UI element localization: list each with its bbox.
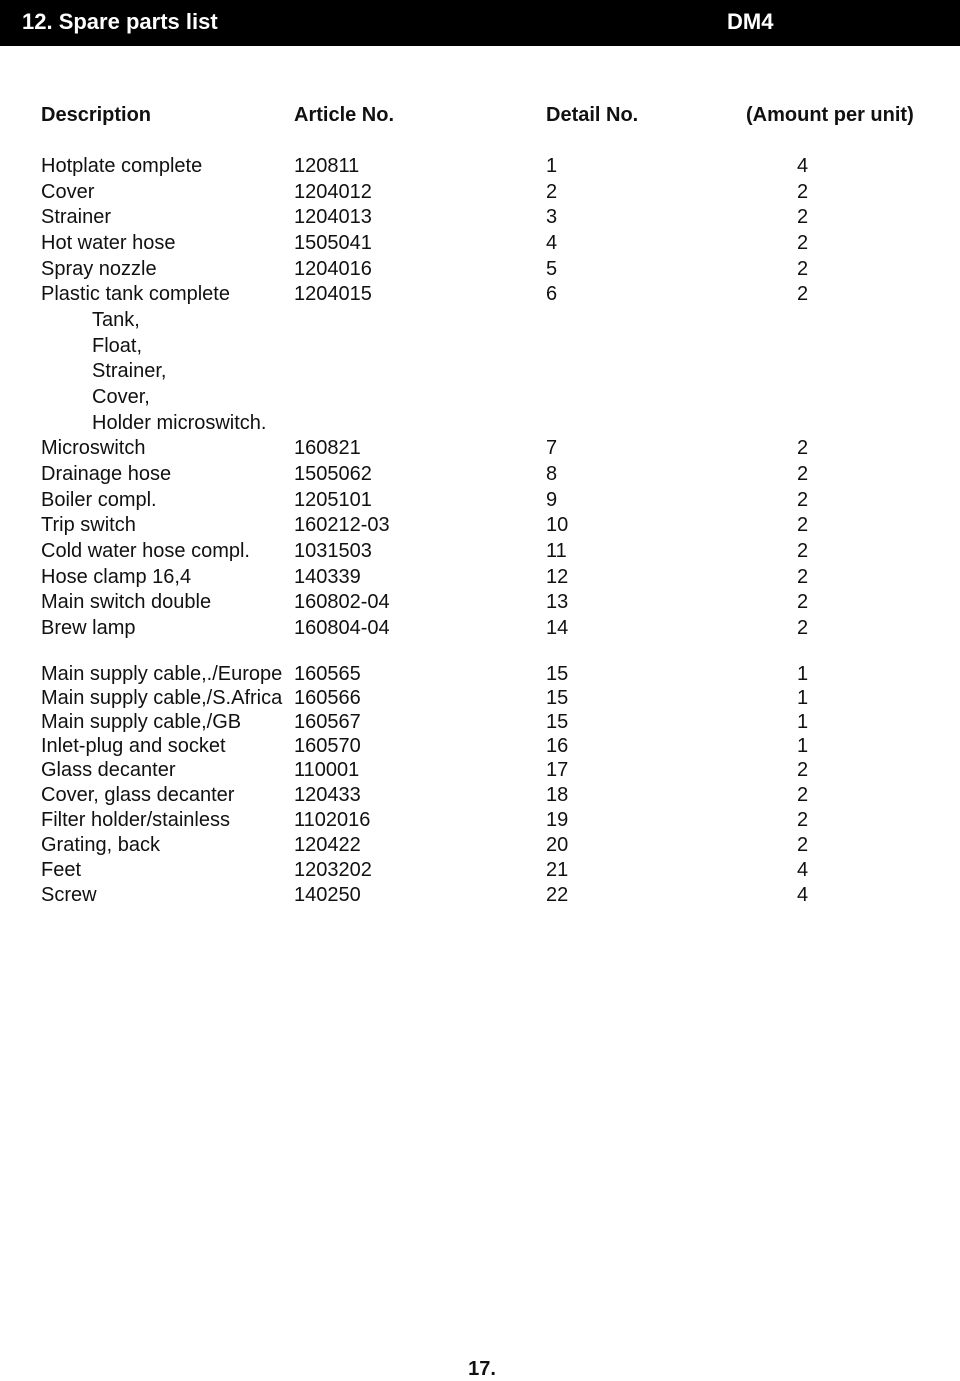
- part-description: Tank,: [92, 309, 140, 331]
- column-header-detail: Detail No.: [546, 104, 639, 126]
- part-article-number: 1205101: [294, 489, 372, 511]
- table-row: [0, 663, 960, 687]
- part-description: Spray nozzle: [41, 258, 157, 280]
- part-amount: 2: [797, 617, 809, 639]
- part-article-number: 120422: [294, 834, 361, 856]
- part-article-number: 1204012: [294, 181, 372, 203]
- part-amount: 1: [797, 711, 809, 733]
- part-detail-number: 11: [546, 540, 567, 562]
- table-row: [0, 463, 960, 487]
- table-row: [0, 859, 960, 883]
- part-amount: 2: [797, 514, 809, 536]
- table-row: [0, 884, 960, 908]
- table-row: [0, 258, 960, 282]
- part-detail-number: 1: [546, 155, 558, 177]
- table-row: [0, 591, 960, 615]
- column-header-article: Article No.: [294, 104, 395, 126]
- part-amount: 2: [797, 784, 809, 806]
- part-amount: 2: [797, 591, 809, 613]
- part-description: Trip switch: [41, 514, 136, 536]
- part-description: Cover, glass decanter: [41, 784, 235, 806]
- part-article-number: 160566: [294, 687, 361, 709]
- part-description: Feet: [41, 859, 82, 881]
- part-description: Float,: [92, 335, 143, 357]
- part-article-number: 160565: [294, 663, 361, 685]
- table-row: [0, 687, 960, 711]
- part-article-number: 1505041: [294, 232, 372, 254]
- table-row: [0, 809, 960, 833]
- column-header-description: Description: [41, 104, 152, 126]
- page-title: 12. Spare parts list: [22, 9, 218, 34]
- sub-list-item: [0, 412, 960, 436]
- part-detail-number: 12: [546, 566, 569, 588]
- part-article-number: 1204013: [294, 206, 372, 228]
- part-amount: 2: [797, 283, 809, 305]
- table-row: [0, 489, 960, 513]
- part-article-number: 1031503: [294, 540, 372, 562]
- part-amount: 2: [797, 206, 809, 228]
- part-amount: 4: [797, 155, 809, 177]
- part-detail-number: 15: [546, 663, 569, 685]
- part-article-number: 140339: [294, 566, 361, 588]
- part-description: Hotplate complete: [41, 155, 203, 177]
- part-description: Filter holder/stainless: [41, 809, 230, 831]
- part-amount: 2: [797, 834, 809, 856]
- part-description: Holder microswitch.: [92, 412, 267, 434]
- part-description: Inlet-plug and socket: [41, 735, 226, 757]
- part-detail-number: 3: [546, 206, 558, 228]
- part-amount: 4: [797, 884, 809, 906]
- table-row: [0, 784, 960, 808]
- part-description: Boiler compl.: [41, 489, 157, 511]
- part-article-number: 1204016: [294, 258, 372, 280]
- part-amount: 2: [797, 437, 809, 459]
- part-detail-number: 17: [546, 759, 569, 781]
- part-description: Hot water hose: [41, 232, 176, 254]
- part-description: Strainer: [41, 206, 112, 228]
- part-description: Main supply cable,./Europe: [41, 663, 283, 685]
- model-label: DM4: [727, 9, 774, 34]
- table-row: [0, 834, 960, 858]
- part-article-number: 120811: [294, 155, 360, 177]
- part-article-number: 160212-03: [294, 514, 390, 536]
- part-description: Microswitch: [41, 437, 146, 459]
- part-amount: 2: [797, 540, 809, 562]
- part-detail-number: 13: [546, 591, 569, 613]
- part-description: Main supply cable,/S.Africa: [41, 687, 283, 709]
- part-article-number: 160821: [294, 437, 361, 459]
- part-article-number: 140250: [294, 884, 361, 906]
- part-detail-number: 14: [546, 617, 569, 639]
- part-amount: 2: [797, 258, 809, 280]
- column-header-amount: (Amount per unit): [746, 104, 914, 126]
- column-headers: [0, 104, 960, 130]
- part-description: Cover,: [92, 386, 150, 408]
- table-row: [0, 181, 960, 205]
- part-article-number: 160570: [294, 735, 361, 757]
- part-description: Main supply cable,/GB: [41, 711, 242, 733]
- part-amount: 1: [797, 663, 809, 685]
- part-detail-number: 19: [546, 809, 569, 831]
- sub-list-item: [0, 309, 960, 333]
- part-article-number: 160567: [294, 711, 361, 733]
- part-article-number: 160804-04: [294, 617, 390, 639]
- part-amount: 2: [797, 566, 809, 588]
- table-row: [0, 540, 960, 564]
- sub-list-item: [0, 386, 960, 410]
- table-row: [0, 566, 960, 590]
- part-article-number: 110001: [294, 759, 360, 781]
- part-detail-number: 6: [546, 283, 558, 305]
- part-description: Plastic tank complete: [41, 283, 230, 305]
- part-detail-number: 9: [546, 489, 558, 511]
- part-description: Glass decanter: [41, 759, 176, 781]
- table-row: [0, 759, 960, 783]
- part-amount: 2: [797, 489, 809, 511]
- part-amount: 2: [797, 232, 809, 254]
- part-detail-number: 5: [546, 258, 558, 280]
- table-row: [0, 283, 960, 307]
- part-detail-number: 2: [546, 181, 558, 203]
- part-detail-number: 10: [546, 514, 569, 536]
- part-amount: 2: [797, 809, 809, 831]
- part-article-number: 1203202: [294, 859, 372, 881]
- part-article-number: 1204015: [294, 283, 372, 305]
- table-row: [0, 155, 960, 179]
- part-detail-number: 7: [546, 437, 558, 459]
- sub-list-item: [0, 360, 960, 384]
- part-description: Strainer,: [92, 360, 167, 382]
- part-amount: 1: [797, 687, 809, 709]
- part-detail-number: 15: [546, 687, 569, 709]
- part-amount: 2: [797, 759, 809, 781]
- header-bar: [0, 0, 960, 46]
- table-row: [0, 514, 960, 538]
- part-description: Drainage hose: [41, 463, 172, 485]
- part-article-number: 120433: [294, 784, 361, 806]
- part-detail-number: 20: [546, 834, 569, 856]
- part-description: Hose clamp 16,4: [41, 566, 192, 588]
- part-detail-number: 4: [546, 232, 558, 254]
- table-row: [0, 232, 960, 256]
- part-amount: 2: [797, 181, 809, 203]
- part-description: Cold water hose compl.: [41, 540, 250, 562]
- part-detail-number: 16: [546, 735, 569, 757]
- part-detail-number: 22: [546, 884, 569, 906]
- part-description: Grating, back: [41, 834, 160, 856]
- part-amount: 1: [797, 735, 809, 757]
- table-row: [0, 735, 960, 759]
- part-description: Main switch double: [41, 591, 212, 613]
- table-row: [0, 711, 960, 735]
- part-detail-number: 18: [546, 784, 569, 806]
- part-article-number: 160802-04: [294, 591, 390, 613]
- page-number: 17.: [468, 1358, 496, 1380]
- table-row: [0, 617, 960, 641]
- table-row: [0, 206, 960, 230]
- table-row: [0, 437, 960, 461]
- part-article-number: 1102016: [294, 809, 371, 831]
- part-amount: 4: [797, 859, 809, 881]
- part-detail-number: 15: [546, 711, 569, 733]
- part-detail-number: 8: [546, 463, 558, 485]
- part-description: Screw: [41, 884, 97, 906]
- part-amount: 2: [797, 463, 809, 485]
- part-description: Brew lamp: [41, 617, 136, 639]
- sub-list-item: [0, 335, 960, 359]
- part-detail-number: 21: [546, 859, 569, 881]
- part-article-number: 1505062: [294, 463, 372, 485]
- part-description: Cover: [41, 181, 95, 203]
